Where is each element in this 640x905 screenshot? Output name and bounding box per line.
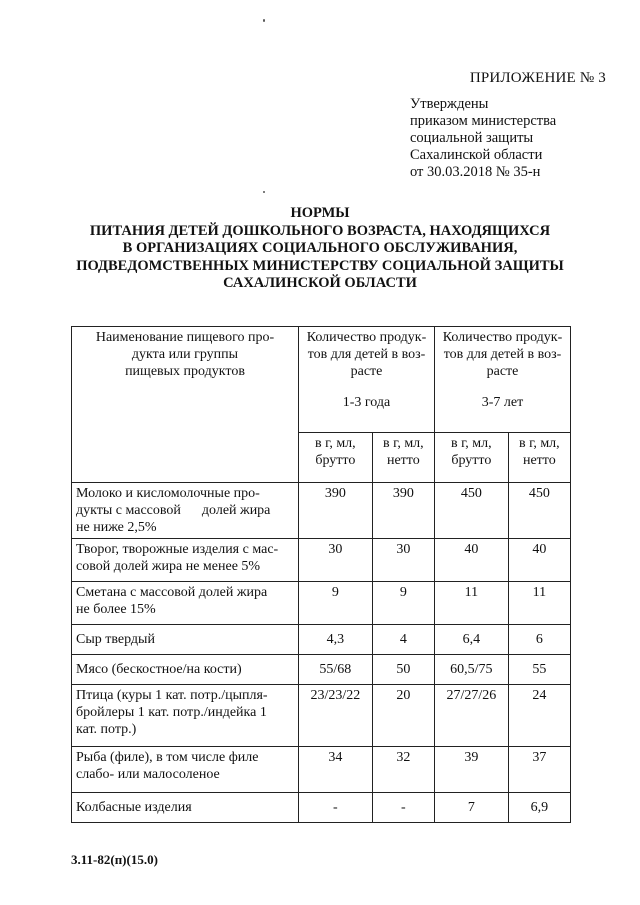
value-cell: 11 <box>508 582 570 625</box>
value-cell: - <box>299 793 373 823</box>
table-row <box>72 685 571 747</box>
value-cell: 11 <box>434 582 508 625</box>
title-line: САХАЛИНСКОЙ ОБЛАСТИ <box>223 275 417 291</box>
table-row <box>72 747 571 793</box>
value-cell: 390 <box>299 483 373 539</box>
product-name-line: дукты с массовой долей жира <box>76 503 271 518</box>
unit-line: брутто <box>451 453 492 468</box>
product-name-line: Рыба (филе), в том числе филе <box>76 750 259 765</box>
value-cell: 27/27/26 <box>434 685 508 747</box>
product-name-line: Сыр твердый <box>76 632 155 647</box>
appendix-label: ПРИЛОЖЕНИЕ № 3 <box>469 70 606 86</box>
header-line: тов для детей в воз- <box>443 347 562 362</box>
table-row <box>72 625 571 655</box>
age-range: 3-7 лет <box>481 395 524 410</box>
value-cell: 55 <box>508 655 570 685</box>
approval-line: Сахалинской области <box>410 147 543 163</box>
value-cell: 39 <box>434 747 508 793</box>
value-cell: 55/68 <box>299 655 373 685</box>
value-cell: 37 <box>508 747 570 793</box>
header-line: Наименование пищевого про- <box>95 330 275 345</box>
value-cell: 9 <box>372 582 434 625</box>
unit-line: в г, мл, <box>451 436 492 451</box>
unit-header-gross <box>299 433 373 483</box>
table-row <box>72 539 571 582</box>
value-cell: 50 <box>372 655 434 685</box>
product-name-line: Творог, творожные изделия с мас- <box>76 542 279 557</box>
title-line: ПИТАНИЯ ДЕТЕЙ ДОШКОЛЬНОГО ВОЗРАСТА, НАХОДЯЩИХСЯ <box>89 222 551 239</box>
header-line: пищевых продуктов <box>125 364 245 379</box>
unit-header-net <box>508 433 570 483</box>
document-title <box>0 205 640 293</box>
product-name-line: Мясо (бескостное/на кости) <box>76 662 242 677</box>
product-name-line: Сметана с массовой долей жира <box>76 585 268 600</box>
value-cell: 23/23/22 <box>299 685 373 747</box>
value-cell: 30 <box>372 539 434 582</box>
value-cell: 390 <box>372 483 434 539</box>
value-cell: 40 <box>508 539 570 582</box>
unit-header-net <box>372 433 434 483</box>
scan-speck <box>263 191 265 193</box>
age-group-1-header <box>299 327 435 433</box>
product-name-line: не ниже 2,5% <box>76 520 157 535</box>
approval-line: приказом министерства <box>410 113 557 129</box>
value-cell: 40 <box>434 539 508 582</box>
age-range: 1-3 года <box>342 395 391 410</box>
product-name-cell <box>72 483 299 539</box>
value-cell: 4 <box>372 625 434 655</box>
table-row <box>72 582 571 625</box>
approval-line: Утверждены <box>410 96 489 112</box>
header-line: тов для детей в воз- <box>307 347 426 362</box>
value-cell: 4,3 <box>299 625 373 655</box>
product-name-line: слабо- или малосоленое <box>76 767 220 782</box>
product-name-line: Молоко и кисломолочные про- <box>76 486 260 501</box>
value-cell: 30 <box>299 539 373 582</box>
product-name-cell <box>72 655 299 685</box>
form-code: 3.11-82(п)(15.0) <box>71 852 158 867</box>
product-name-line: Колбасные изделия <box>76 800 192 815</box>
value-cell: - <box>372 793 434 823</box>
product-name-cell <box>72 685 299 747</box>
product-name-header <box>72 327 299 483</box>
product-name-cell <box>72 747 299 793</box>
value-cell: 32 <box>372 747 434 793</box>
product-name-line: Птица (куры 1 кат. потр./цыпля- <box>76 688 268 703</box>
product-name-cell <box>72 625 299 655</box>
title-line: ПОДВЕДОМСТВЕННЫХ МИНИСТЕРСТВУ СОЦИАЛЬНОЙ ЗАЩИТЫ <box>76 257 564 274</box>
value-cell: 6,9 <box>508 793 570 823</box>
approval-block <box>410 96 556 181</box>
value-cell: 450 <box>434 483 508 539</box>
value-cell: 450 <box>508 483 570 539</box>
value-cell: 24 <box>508 685 570 747</box>
header-line: дукта или группы <box>131 347 239 362</box>
header-line: Количество продук- <box>442 330 563 345</box>
unit-line: нетто <box>522 453 556 468</box>
approval-line: социальной защиты <box>410 130 534 146</box>
age-group-2-header <box>434 327 570 433</box>
scan-speck <box>263 19 265 22</box>
header-line: расте <box>350 364 383 379</box>
title-line: НОРМЫ <box>290 205 350 221</box>
unit-line: нетто <box>386 453 420 468</box>
value-cell: 34 <box>299 747 373 793</box>
unit-line: в г, мл, <box>383 436 424 451</box>
table-row <box>72 655 571 685</box>
value-cell: 20 <box>372 685 434 747</box>
value-cell: 6 <box>508 625 570 655</box>
title-line: В ОРГАНИЗАЦИЯХ СОЦИАЛЬНОГО ОБСЛУЖИВАНИЯ, <box>122 240 518 256</box>
product-name-cell <box>72 539 299 582</box>
value-cell: 9 <box>299 582 373 625</box>
table-row <box>72 483 571 539</box>
value-cell: 7 <box>434 793 508 823</box>
unit-header-gross <box>434 433 508 483</box>
product-name-cell <box>72 793 299 823</box>
value-cell: 6,4 <box>434 625 508 655</box>
table-row <box>72 793 571 823</box>
nutrition-norms-table <box>71 326 571 823</box>
value-cell: 60,5/75 <box>434 655 508 685</box>
header-line: Количество продук- <box>306 330 427 345</box>
product-name-line: совой долей жира не менее 5% <box>76 559 261 574</box>
product-name-line: кат. потр.) <box>76 722 137 737</box>
header-line: расте <box>486 364 519 379</box>
product-name-line: бройлеры 1 кат. потр./индейка 1 <box>76 705 267 720</box>
product-name-line: не более 15% <box>76 602 156 617</box>
unit-line: брутто <box>315 453 356 468</box>
product-name-cell <box>72 582 299 625</box>
unit-line: в г, мл, <box>315 436 356 451</box>
unit-line: в г, мл, <box>519 436 560 451</box>
approval-line: от 30.03.2018 № 35-н <box>410 164 541 180</box>
